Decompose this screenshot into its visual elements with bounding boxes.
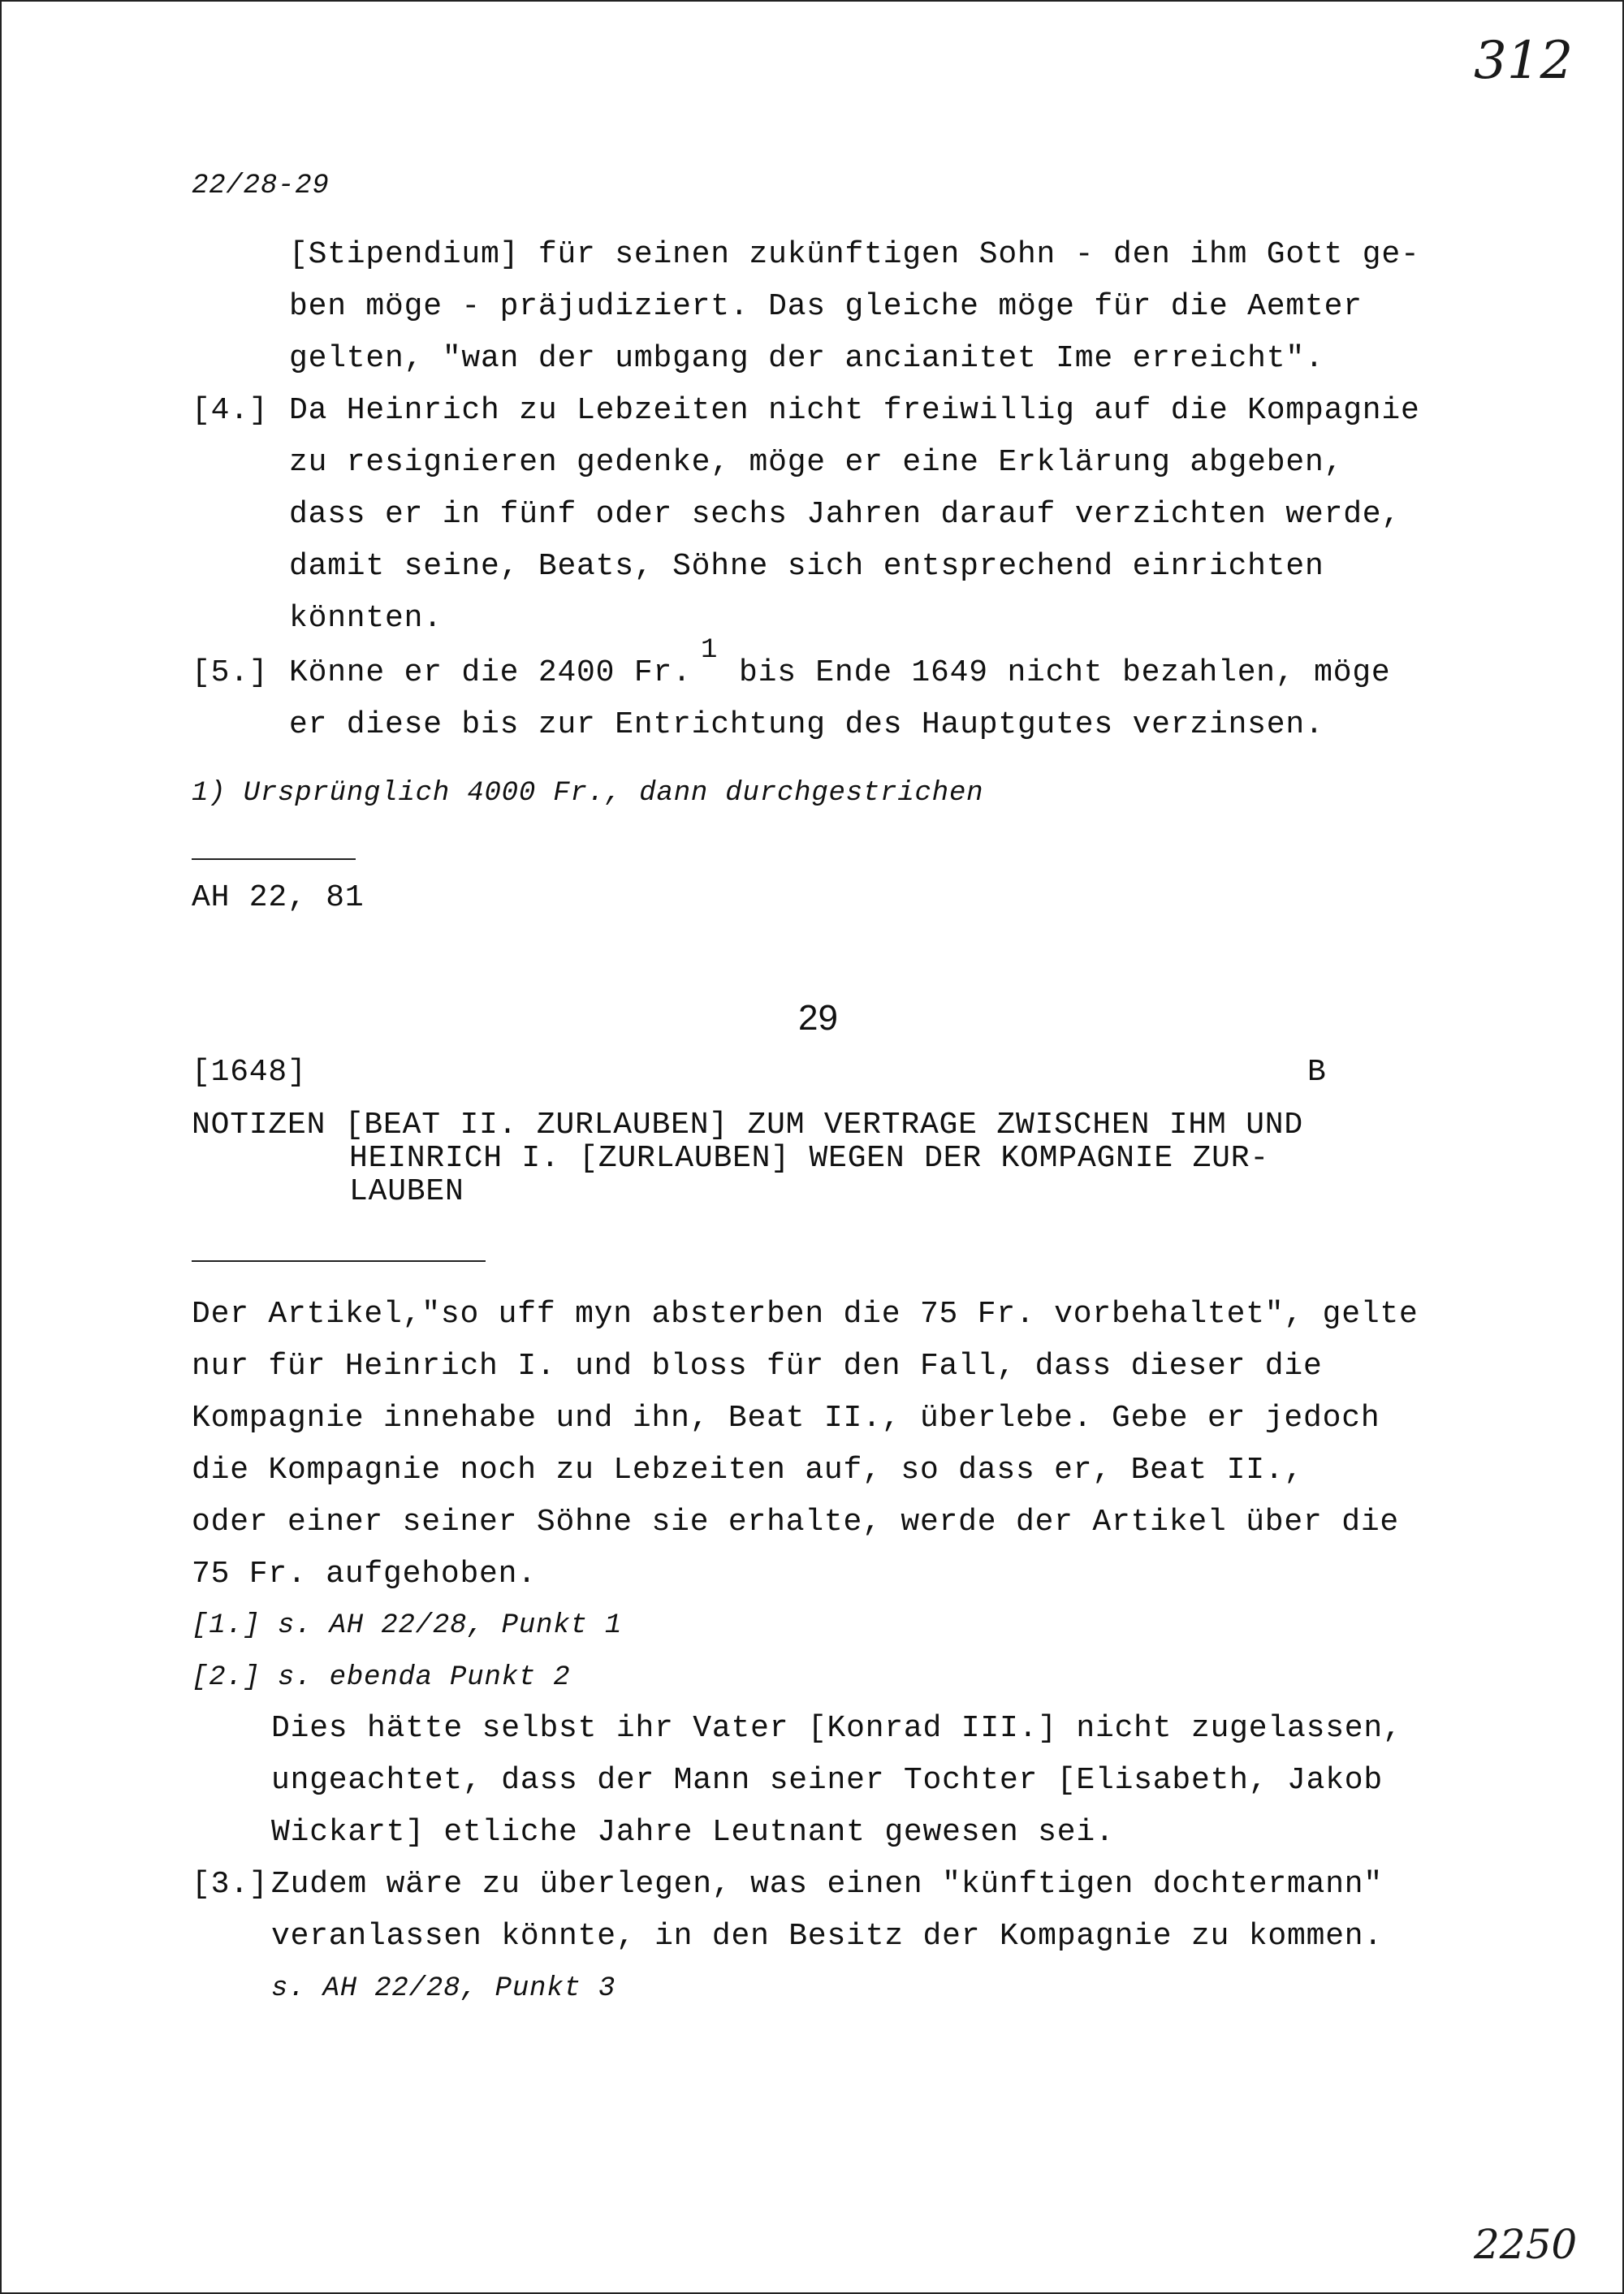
body-line: nur für Heinrich I. und bloss für den Fall, dass dieser die: [192, 1349, 1323, 1384]
top-reference: 22/28-29: [192, 171, 330, 201]
note-1: [1.] s. AH 22/28, Punkt 1: [192, 1610, 623, 1641]
point5-label: [5.]: [192, 655, 269, 690]
block2-line: Dies hätte selbst ihr Vater [Konrad III.] nicht zugelassen,: [271, 1711, 1402, 1746]
point4-label: [4.]: [192, 393, 269, 428]
point4-line: damit seine, Beats, Söhne sich entsprechend einrichten: [289, 549, 1324, 584]
body-line: Der Artikel,"so uff myn absterben die 75 Fr. vorbehaltet", gelte: [192, 1297, 1419, 1332]
handwritten-footer-number: 2250: [1474, 2221, 1578, 2268]
document-number: 29: [798, 998, 838, 1038]
block1-line: [Stipendium] für seinen zukünftigen Sohn - den ihm Gott ge-: [289, 237, 1420, 272]
point4-line: zu resignieren gedenke, möge er eine Erklärung abgeben,: [289, 445, 1344, 480]
body-line: die Kompagnie noch zu Lebzeiten auf, so dass er, Beat II.,: [192, 1453, 1304, 1488]
point3-line: veranlassen könnte, in den Besitz der Kompagnie zu kommen.: [271, 1919, 1384, 1954]
point3-line: Zudem wäre zu überlegen, was einen "künftigen dochtermann": [271, 1867, 1384, 1902]
point3-reference: s. AH 22/28, Punkt 3: [271, 1973, 616, 2004]
separator-rule: [192, 858, 356, 860]
point4-line: Da Heinrich zu Lebzeiten nicht freiwillig auf die Kompagnie: [289, 393, 1420, 428]
point5-line2: er diese bis zur Entrichtung des Hauptgutes verzinsen.: [289, 707, 1324, 742]
document-title-line: HEINRICH I. [ZURLAUBEN] WEGEN DER KOMPAGNIE ZUR-: [349, 1141, 1269, 1176]
footnote-1: 1) Ursprünglich 4000 Fr., dann durchgestrichen: [192, 778, 984, 809]
document-title-line: NOTIZEN [BEAT II. ZURLAUBEN] ZUM VERTRAGE ZWISCHEN IHM UND: [192, 1108, 1304, 1143]
footnote-marker: 1: [701, 635, 719, 666]
body-line: 75 Fr. aufgehoben.: [192, 1557, 537, 1592]
document-title-line: LAUBEN: [349, 1174, 464, 1209]
point5-line1-pre: Könne er die 2400 Fr.: [289, 655, 692, 690]
source-reference: AH 22, 81: [192, 880, 365, 915]
note-2: [2.] s. ebenda Punkt 2: [192, 1662, 571, 1693]
block1-line: gelten, "wan der umbgang der ancianitet Ime erreicht".: [289, 341, 1324, 376]
title-separator-rule: [192, 1260, 486, 1262]
block2-line: ungeachtet, dass der Mann seiner Tochter [Elisabeth, Jakob: [271, 1763, 1384, 1798]
body-line: Kompagnie innehabe und ihn, Beat II., überlebe. Gebe er jedoch: [192, 1401, 1380, 1436]
point3-label: [3.]: [192, 1867, 269, 1902]
block2-line: Wickart] etliche Jahre Leutnant gewesen sei.: [271, 1815, 1115, 1850]
point5-line1-post: bis Ende 1649 nicht bezahlen, möge: [739, 655, 1391, 690]
handwritten-page-number: 312: [1474, 31, 1574, 91]
block1-line: ben möge - präjudiziert. Das gleiche möge für die Aemter: [289, 289, 1363, 324]
document-type: B: [1307, 1055, 1327, 1090]
document-date: [1648]: [192, 1055, 307, 1090]
point4-line: dass er in fünf oder sechs Jahren darauf verzichten werde,: [289, 497, 1402, 532]
point4-line: könnten.: [289, 601, 443, 636]
body-line: oder einer seiner Söhne sie erhalte, werde der Artikel über die: [192, 1505, 1400, 1540]
